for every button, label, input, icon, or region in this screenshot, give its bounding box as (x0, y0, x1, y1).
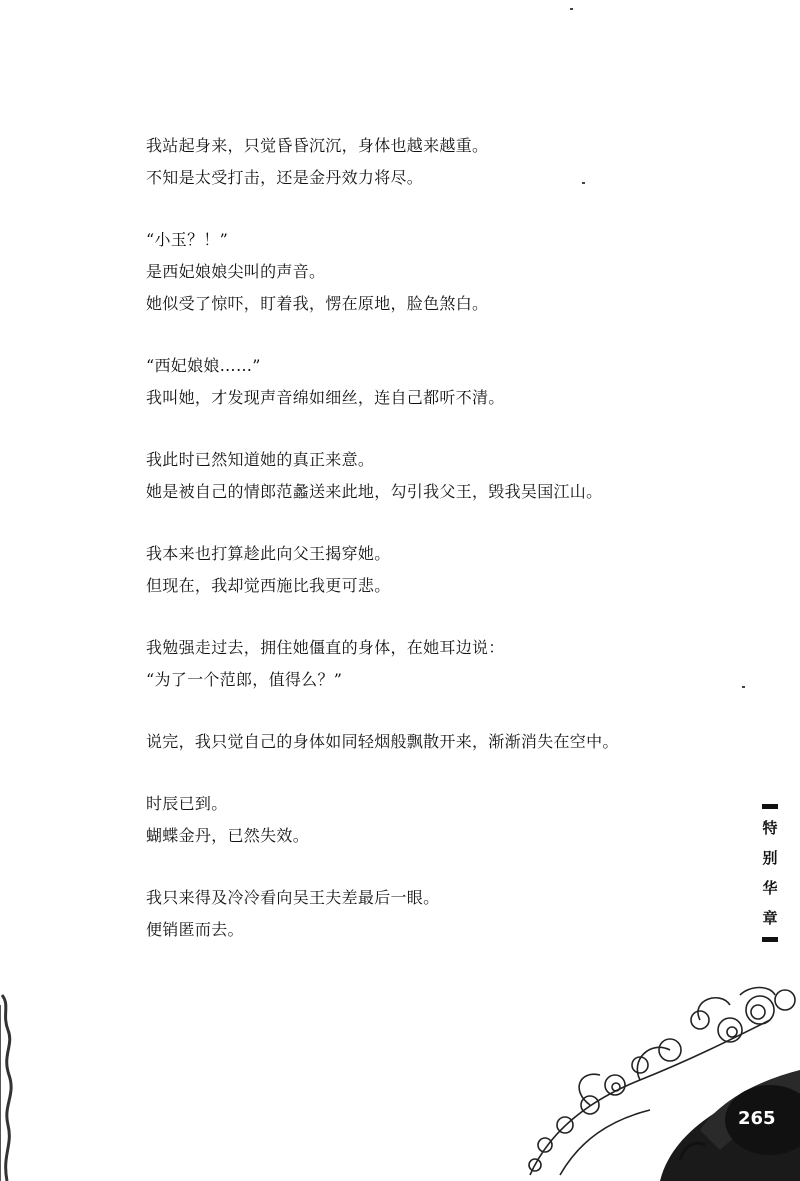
paragraph (146, 632, 746, 696)
text-line: 蝴蝶金丹，已然失效。 (146, 826, 310, 845)
side-label-char: 别 (762, 849, 778, 867)
text-line: 她是被自己的情郎范蠡送来此地，勾引我父王，毁我吴国江山。 (146, 482, 603, 501)
text-line: 但现在，我却觉西施比我更可悲。 (146, 576, 391, 595)
paragraph (146, 444, 746, 508)
paragraph (146, 224, 746, 320)
text-line: 我只来得及冷冷看向吴王夫差最后一眼。 (146, 888, 440, 907)
paragraph (146, 788, 746, 852)
paragraph (146, 882, 746, 946)
text-line: 不知是太受打击，还是金丹效力将尽。 (146, 168, 424, 187)
text-line: 她似受了惊吓，盯着我，愣在原地，脸色煞白。 (146, 294, 489, 313)
text-line: 说完，我只觉自己的身体如同轻烟般飘散开来，渐渐消失在空中。 (146, 732, 619, 751)
text-line: 时辰已到。 (146, 794, 228, 813)
text-line: 我站起身来，只觉昏昏沉沉，身体也越来越重。 (146, 136, 489, 155)
text-line: “西妃娘娘……” (146, 356, 261, 375)
text-line: 我此时已然知道她的真正来意。 (146, 450, 375, 469)
scan-speck (570, 8, 573, 10)
text-line: 是西妃娘娘尖叫的声音。 (146, 262, 326, 281)
text-line: 我勉强走过去，拥住她僵直的身体，在她耳边说： (146, 638, 505, 657)
side-label-char: 华 (762, 879, 778, 897)
text-line: 便销匿而去。 (146, 920, 244, 939)
bracket-bottom-mark (762, 937, 778, 942)
paragraph (146, 726, 746, 758)
side-label-char: 章 (762, 909, 778, 927)
paragraph (146, 538, 746, 602)
section-side-label (755, 800, 785, 946)
page-number: 265 (738, 1108, 776, 1129)
paragraph (146, 350, 746, 414)
text-line: 我叫她，才发现声音绵如细丝，连自己都听不清。 (146, 388, 505, 407)
side-label-char: 特 (762, 819, 778, 837)
bracket-top-mark (762, 804, 778, 809)
text-line: “为了一个范郎，值得么？” (146, 670, 343, 689)
text-line: “小玉？！” (146, 230, 229, 249)
swirl-ornament-icon (440, 980, 800, 1181)
text-line: 我本来也打算趁此向父王揭穿她。 (146, 544, 391, 563)
body-text (146, 130, 746, 976)
paragraph (146, 130, 746, 194)
left-edge-ornament-icon (0, 985, 14, 1181)
